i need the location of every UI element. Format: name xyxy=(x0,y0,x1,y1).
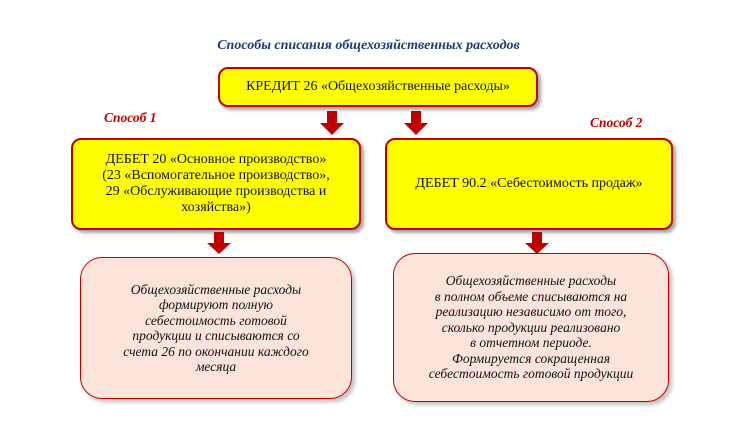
method1-description-line: формируют полную xyxy=(158,297,274,312)
method1-debit-line: 29 «Обслуживающие производства и xyxy=(105,184,327,199)
credit-box xyxy=(218,67,538,107)
method1-description-line: Общехозяйственные расходы xyxy=(130,281,302,297)
method2-description-line: Формируется сокращенная xyxy=(452,350,610,366)
method2-description-line: Общехозяйственные расходы xyxy=(445,273,617,289)
method1-description-box xyxy=(80,257,352,399)
method2-debit-box xyxy=(385,138,673,230)
method2-description-line: реализацию независимо от того, xyxy=(435,304,627,320)
method1-label: Способ 1 xyxy=(104,110,157,125)
method1-debit-line: ДЕБЕТ 20 «Основное производство» xyxy=(105,152,327,167)
diagram-title: Способы списания общехозяйственных расходов xyxy=(217,38,520,53)
method1-description-line: счета 26 по окончании каждого xyxy=(123,343,309,359)
arrow-credit-to-method2 xyxy=(404,111,428,135)
method1-debit-line: хозяйства») xyxy=(181,200,251,215)
method2-debit-label: ДЕБЕТ 90.2 «Себестоимость продаж» xyxy=(415,176,643,191)
method2-description-box xyxy=(393,253,669,402)
method1-debit-box xyxy=(71,138,361,230)
credit-box-label: КРЕДИТ 26 «Общехозяйственные расходы» xyxy=(246,79,510,94)
arrow-method2-to-description xyxy=(525,232,549,254)
method1-debit-line: (23 «Вспомогательное производство», xyxy=(102,168,330,183)
method2-description-line: себестоимость готовой продукции xyxy=(428,366,634,382)
method2-description-line: сколько продукции реализовано xyxy=(441,319,621,335)
method1-description-line: месяца xyxy=(195,359,237,374)
arrow-credit-to-method1 xyxy=(320,111,344,135)
method2-description-line: в полном объеме списываются на xyxy=(434,288,628,304)
arrow-method1-to-description xyxy=(207,232,231,254)
method2-label: Способ 2 xyxy=(590,115,643,130)
method1-description-line: продукции и списываются со xyxy=(132,328,300,343)
method2-description-line: в отчетном периоде. xyxy=(470,335,592,351)
method1-description-line: себестоимость готовой xyxy=(145,312,287,328)
